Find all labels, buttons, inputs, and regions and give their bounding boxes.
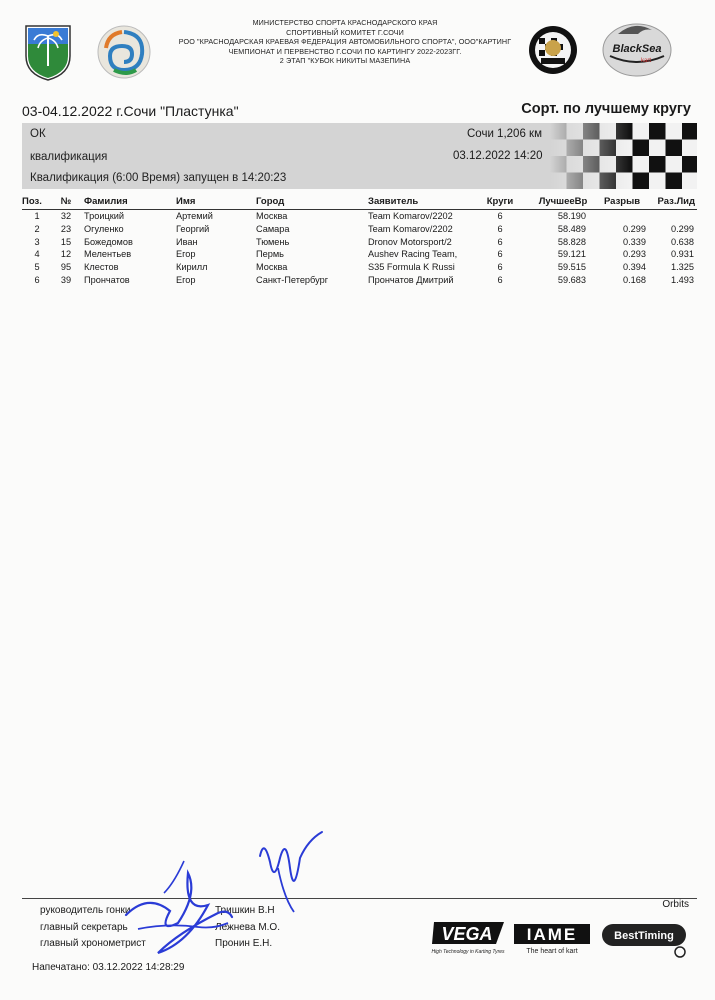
session-info-box: [22, 123, 697, 189]
cell-entrant: Dronov Motorsport/2: [368, 236, 452, 247]
org-line: 2 ЭТАП "КУБОК НИКИТЫ МАЗЕПИНА: [279, 56, 411, 66]
org-line: РОО "КРАСНОДАРСКАЯ КРАЕВАЯ ФЕДЕРАЦИЯ АВТОМОБИЛЬНОГО СПОРТА", ООО"КАРТИНГ: [178, 37, 512, 47]
svg-text:BestTiming: BestTiming: [614, 930, 674, 942]
cell-first-name: Егор: [176, 249, 196, 260]
vega-logo: [430, 918, 508, 958]
table-row: [22, 274, 697, 287]
cell-last-name: Прончатов: [84, 274, 130, 285]
cell-laps: 6: [497, 249, 503, 260]
cell-last-name: Клестов: [84, 262, 119, 273]
cell-best-time: 58.828: [557, 236, 586, 247]
table-row: [22, 248, 697, 261]
cell-last-name: Мелентьев: [84, 249, 132, 260]
official-row: [40, 920, 300, 937]
cell-no: 32: [60, 211, 72, 221]
officials-list: [40, 903, 300, 953]
cell-last-name: Божедомов: [84, 236, 133, 247]
cell-gap: 0.168: [623, 274, 646, 285]
session-datetime: 03.12.2022 14:20: [453, 150, 543, 162]
cell-entrant: Прончатов Дмитрий: [368, 274, 454, 285]
header-pos: Поз.: [22, 196, 42, 207]
cell-no: 95: [60, 262, 72, 273]
printed-timestamp: Напечатано: 03.12.2022 14:28:29: [32, 962, 185, 973]
cell-gap-leader: 0.638: [671, 236, 694, 247]
cell-no: 15: [60, 236, 72, 247]
sort-title: Сорт. по лучшему кругу: [521, 101, 691, 117]
cell-pos: 5: [34, 262, 40, 273]
class-name: ОК: [30, 128, 46, 140]
svg-text:VEGA: VEGA: [441, 924, 493, 944]
session-detail: Квалификация (6:00 Время) запущен в 14:20:23: [30, 172, 287, 184]
sochi-crest-logo: [22, 22, 74, 82]
track-length: Сочи 1,206 км: [467, 128, 542, 140]
org-line: МИНИСТЕРСТВО СПОРТА КРАСНОДАРСКОГО КРАЯ: [252, 18, 438, 27]
organizer-header: [175, 18, 515, 66]
cell-gap: 0.299: [623, 223, 646, 234]
svg-text:IAME: IAME: [526, 925, 578, 944]
event-title: 03-04.12.2022 г.Сочи "Пластунка": [22, 103, 239, 119]
svg-text:High Technology in Karting Tyr: High Technology in Karting Tyres: [431, 949, 505, 955]
cell-best-time: 58.190: [557, 211, 586, 221]
cell-entrant: Team Komarov/2202: [368, 223, 453, 234]
besttiming-logo: [600, 918, 692, 962]
cell-city: Москва: [256, 262, 288, 273]
official-name: Лежнева М.О.: [215, 921, 280, 933]
table-row: [22, 210, 697, 223]
cell-gap: 0.394: [623, 262, 646, 273]
title-bar: [22, 103, 697, 124]
header-gap-leader: Раз.Лид: [657, 196, 695, 207]
cell-best-time: 59.121: [557, 249, 586, 260]
swirl-logo: [96, 24, 152, 80]
karting-club-logo: [525, 24, 581, 76]
session-type: квалификация: [30, 151, 108, 163]
cell-best-time: 58.489: [557, 223, 586, 234]
cell-first-name: Кирилл: [176, 262, 208, 273]
org-line: СПОРТИВНЫЙ КОМИТЕТ Г.СОЧИ: [286, 27, 404, 37]
table-row: [22, 236, 697, 249]
official-name: Тришкин В.Н: [215, 905, 275, 916]
header-gap: Разрыв: [603, 196, 641, 207]
cell-no: 12: [60, 249, 72, 260]
cell-city: Пермь: [256, 249, 284, 260]
org-line: ЧЕМПИОНАТ И ПЕРВЕНСТВО Г.СОЧИ ПО КАРТИНГУ 2022-2023ГГ.: [228, 46, 462, 56]
table-header: [22, 195, 697, 210]
cell-gap-leader: 1.325: [671, 262, 694, 273]
cell-gap-leader: 1.493: [671, 274, 694, 285]
header-city: Город: [256, 196, 285, 207]
cell-best-time: 59.515: [557, 262, 586, 273]
cell-gap-leader: 0.299: [671, 223, 694, 234]
cell-last-name: Троицкий: [84, 211, 124, 221]
cell-gap: 0.293: [623, 249, 646, 260]
cell-laps: 6: [497, 223, 503, 234]
svg-text:The heart of kart: The heart of kart: [526, 948, 578, 955]
iame-logo: [512, 922, 592, 956]
svg-text:kart: kart: [640, 58, 652, 64]
cell-city: Тюмень: [256, 236, 290, 247]
checkered-flag-icon: [550, 123, 697, 189]
cell-first-name: Егор: [176, 274, 196, 285]
orbits-label: Orbits: [662, 899, 689, 910]
cell-first-name: Артемий: [176, 211, 213, 221]
cell-city: Санкт-Петербург: [256, 274, 329, 285]
cell-entrant: Aushev Racing Team,: [368, 249, 458, 260]
cell-no: 23: [60, 223, 72, 234]
black-sea-kart-logo: [600, 18, 674, 80]
cell-last-name: Огуленко: [84, 223, 124, 234]
official-role: руководитель гонки: [40, 905, 131, 916]
cell-gap-leader: 0.931: [671, 249, 694, 260]
official-row: [40, 936, 300, 953]
table-row: [22, 223, 697, 236]
header-entrant: Заявитель: [368, 196, 419, 207]
cell-laps: 6: [497, 211, 503, 221]
cell-laps: 6: [497, 274, 503, 285]
cell-entrant: Team Komarov/2202: [368, 211, 453, 221]
cell-laps: 6: [497, 236, 503, 247]
cell-pos: 4: [34, 249, 40, 260]
official-name: Пронин Е.Н.: [215, 938, 273, 949]
cell-pos: 3: [34, 236, 40, 247]
cell-pos: 6: [34, 274, 40, 285]
svg-text:BlackSea: BlackSea: [612, 43, 662, 55]
results-table: [22, 195, 697, 287]
table-row: [22, 261, 697, 274]
cell-laps: 6: [497, 262, 503, 273]
cell-no: 39: [60, 274, 72, 285]
cell-best-time: 59.683: [557, 274, 586, 285]
header-first-name: Имя: [176, 196, 196, 207]
official-role: главный секретарь: [40, 921, 128, 933]
header-last-name: Фамилия: [84, 196, 128, 207]
cell-entrant: S35 Formula K Russi: [368, 262, 455, 273]
cell-city: Самара: [256, 223, 290, 234]
official-role: главный хронометрист: [40, 938, 146, 949]
header-no: №: [60, 196, 72, 207]
cell-first-name: Георгий: [176, 223, 210, 234]
cell-city: Москва: [256, 211, 288, 221]
cell-pos: 2: [34, 223, 40, 234]
cell-gap: 0.339: [623, 236, 646, 247]
cell-pos: 1: [34, 211, 40, 221]
cell-first-name: Иван: [176, 236, 198, 247]
official-row: [40, 903, 300, 920]
header-best-time: ЛучшееВр: [538, 196, 588, 207]
header-laps: Круги: [486, 196, 514, 207]
